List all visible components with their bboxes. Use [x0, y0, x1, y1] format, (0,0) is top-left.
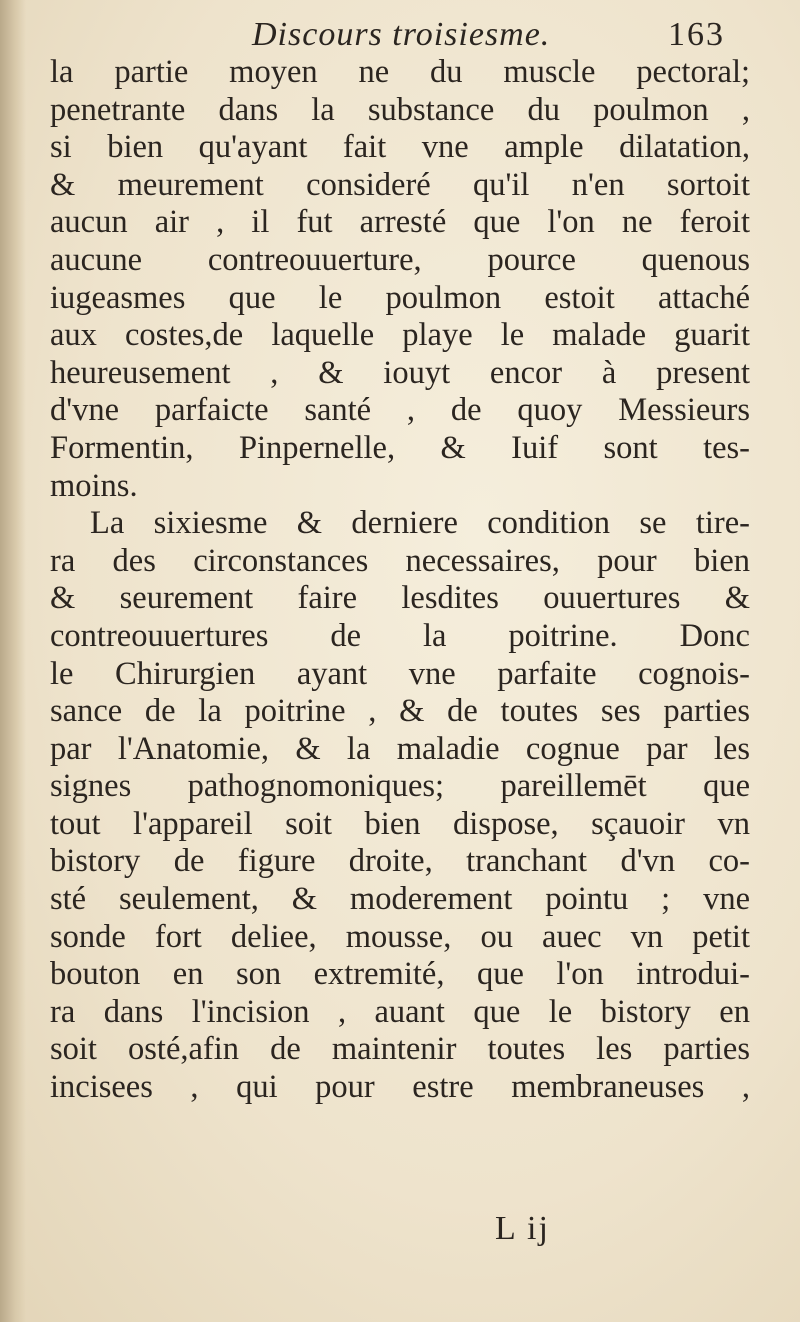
text-line: contreouuertures de la poitrine. Donc — [50, 617, 750, 654]
text-line: sonde fort deliee, mousse, ou auec vn petit — [50, 918, 750, 955]
text-line: Formentin, Pinpernelle, & Iuif sont tes- — [50, 429, 750, 466]
text-line: signes pathognomoniques; pareillemēt que — [50, 768, 750, 805]
text-line: tout l'appareil soit bien dispose, sçauoir vn — [50, 805, 750, 842]
page-gutter-shadow — [0, 0, 26, 1322]
text-line: bouton en son extremité, que l'on introdui- — [50, 956, 750, 993]
text-line: ra dans l'incision , auant que le bistory en — [50, 993, 750, 1030]
text-line: incisees , qui pour estre membraneuses , — [50, 1069, 750, 1106]
text-line: sté seulement, & moderement pointu ; vne — [50, 881, 750, 918]
text-line: la partie moyen ne du muscle pectoral; — [50, 54, 750, 90]
signature-mark — [0, 1210, 800, 1254]
text-line: par l'Anatomie, & la maladie cognue par les — [50, 730, 750, 767]
text-line: ra des circonstances necessaires, pour bien — [50, 542, 750, 579]
text-line: aucun air , il fut arresté que l'on ne feroit — [50, 204, 750, 241]
text-line: bistory de figure droite, tranchant d'vn co- — [50, 843, 750, 880]
text-line: si bien qu'ayant fait vne ample dilatation, — [50, 129, 750, 166]
text-line: aucune contreouuerture, pource quenous — [50, 241, 750, 278]
text-line: aux costes,de laquelle playe le malade guarit — [50, 317, 750, 354]
text-line: d'vne parfaicte santé , de quoy Messieurs — [50, 392, 750, 429]
text-line: heureusement , & iouyt encor à present — [50, 354, 750, 391]
text-line: soit osté,afin de maintenir toutes les parties — [50, 1031, 750, 1068]
text-line: le Chirurgien ayant vne parfaite cognois- — [50, 655, 750, 692]
body-text — [50, 54, 750, 1107]
paragraph-first-line: La sixiesme & derniere condition se tire- — [90, 505, 750, 542]
text-line: & meurement consideré qu'il n'en sortoit — [50, 166, 750, 203]
text-line: iugeasmes que le poulmon estoit attaché — [50, 279, 750, 316]
text-line: & seurement faire lesdites ouuertures & — [50, 580, 750, 617]
running-title: Discours troisiesme. — [252, 16, 551, 53]
text-line: sance de la poitrine , & de toutes ses parties — [50, 693, 750, 730]
text-line: moins. — [50, 467, 138, 504]
signature-text: L ij — [495, 1210, 550, 1247]
text-line: penetrante dans la substance du poulmon , — [50, 91, 750, 128]
page-number: 163 — [668, 16, 725, 53]
page-header — [0, 16, 800, 56]
